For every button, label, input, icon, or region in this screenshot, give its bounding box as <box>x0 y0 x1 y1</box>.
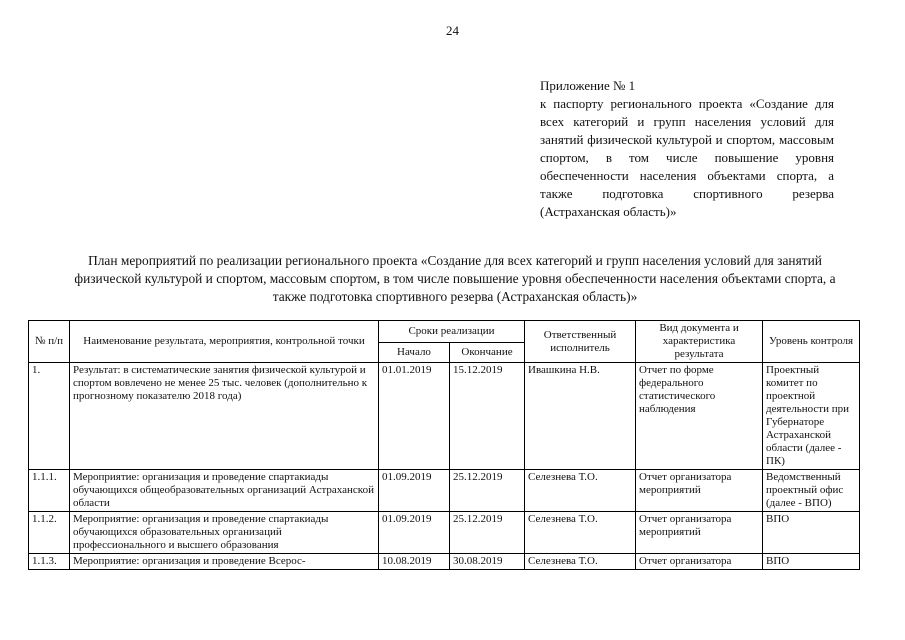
cell-doc: Отчет по форме федерального статистического наблюдения <box>636 363 763 470</box>
cell-responsible: Ивашкина Н.В. <box>525 363 636 470</box>
cell-responsible: Селезнева Т.О. <box>525 512 636 554</box>
appendix-title: Приложение № 1 <box>540 78 636 93</box>
cell-responsible: Селезнева Т.О. <box>525 470 636 512</box>
header-name: Наименование результата, мероприятия, контрольной точки <box>70 321 379 363</box>
plan-title: План мероприятий по реализации регионального проекта «Создание для всех категорий и групп населения условий для занятий физической культурой и спортом, массовым спортом, в том числе повышение уровня обеспеченности населения объектами спорта, а также подготовка спортивного резерва (Астраханская область)» <box>74 253 836 304</box>
cell-name: Мероприятие: организация и проведение Всерос- <box>70 554 379 570</box>
cell-control: ВПО <box>763 512 860 554</box>
table-row <box>29 363 860 470</box>
cell-control: Ведомственный проектный офис (далее - ВПО) <box>763 470 860 512</box>
page-number: 24 <box>446 23 459 38</box>
cell-start: 10.08.2019 <box>379 554 450 570</box>
cell-end: 25.12.2019 <box>450 512 525 554</box>
cell-control: ВПО <box>763 554 860 570</box>
cell-start: 01.01.2019 <box>379 363 450 470</box>
cell-name: Результат: в систематические занятия физической культурой и спортом вовлечено не менее 25 тыс. человек (дополнительно к прогнозному показателю 2018 года) <box>70 363 379 470</box>
appendix-block <box>540 77 834 221</box>
header-end: Окончание <box>450 343 525 363</box>
cell-num: 1. <box>29 363 70 470</box>
header-start: Начало <box>379 343 450 363</box>
cell-end: 30.08.2019 <box>450 554 525 570</box>
cell-doc: Отчет организатора мероприятий <box>636 512 763 554</box>
plan-table <box>28 320 860 570</box>
cell-name: Мероприятие: организация и проведение спартакиады обучающихся образовательных организаций профессионального и высшего образования <box>70 512 379 554</box>
table-row <box>29 470 860 512</box>
cell-control: Проектный комитет по проектной деятельности при Губернаторе Астраханской области (далее - ПК) <box>763 363 860 470</box>
cell-start: 01.09.2019 <box>379 512 450 554</box>
header-terms: Сроки реализации <box>379 321 525 343</box>
table-row <box>29 554 860 570</box>
cell-doc: Отчет организатора <box>636 554 763 570</box>
cell-doc: Отчет организатора мероприятий <box>636 470 763 512</box>
appendix-body: к паспорту регионального проекта «Создание для всех категорий и групп населения условий для занятий физической культурой и спортом, массовым спортом, в том числе повышение уровня обеспеченности населения объектами спорта, а также подготовка спортивного резерва (Астраханская область)» <box>540 96 834 219</box>
header-doc: Вид документа и характеристика результата <box>636 321 763 363</box>
cell-end: 25.12.2019 <box>450 470 525 512</box>
cell-end: 15.12.2019 <box>450 363 525 470</box>
cell-name: Мероприятие: организация и проведение спартакиады обучающихся общеобразовательных организаций Астраханской области <box>70 470 379 512</box>
cell-num: 1.1.1. <box>29 470 70 512</box>
cell-responsible: Селезнева Т.О. <box>525 554 636 570</box>
cell-start: 01.09.2019 <box>379 470 450 512</box>
header-control: Уровень контроля <box>763 321 860 363</box>
cell-num: 1.1.3. <box>29 554 70 570</box>
header-responsible: Ответственный исполнитель <box>525 321 636 363</box>
cell-num: 1.1.2. <box>29 512 70 554</box>
header-num: № п/п <box>29 321 70 363</box>
table-row <box>29 512 860 554</box>
table-header-row <box>29 321 860 343</box>
